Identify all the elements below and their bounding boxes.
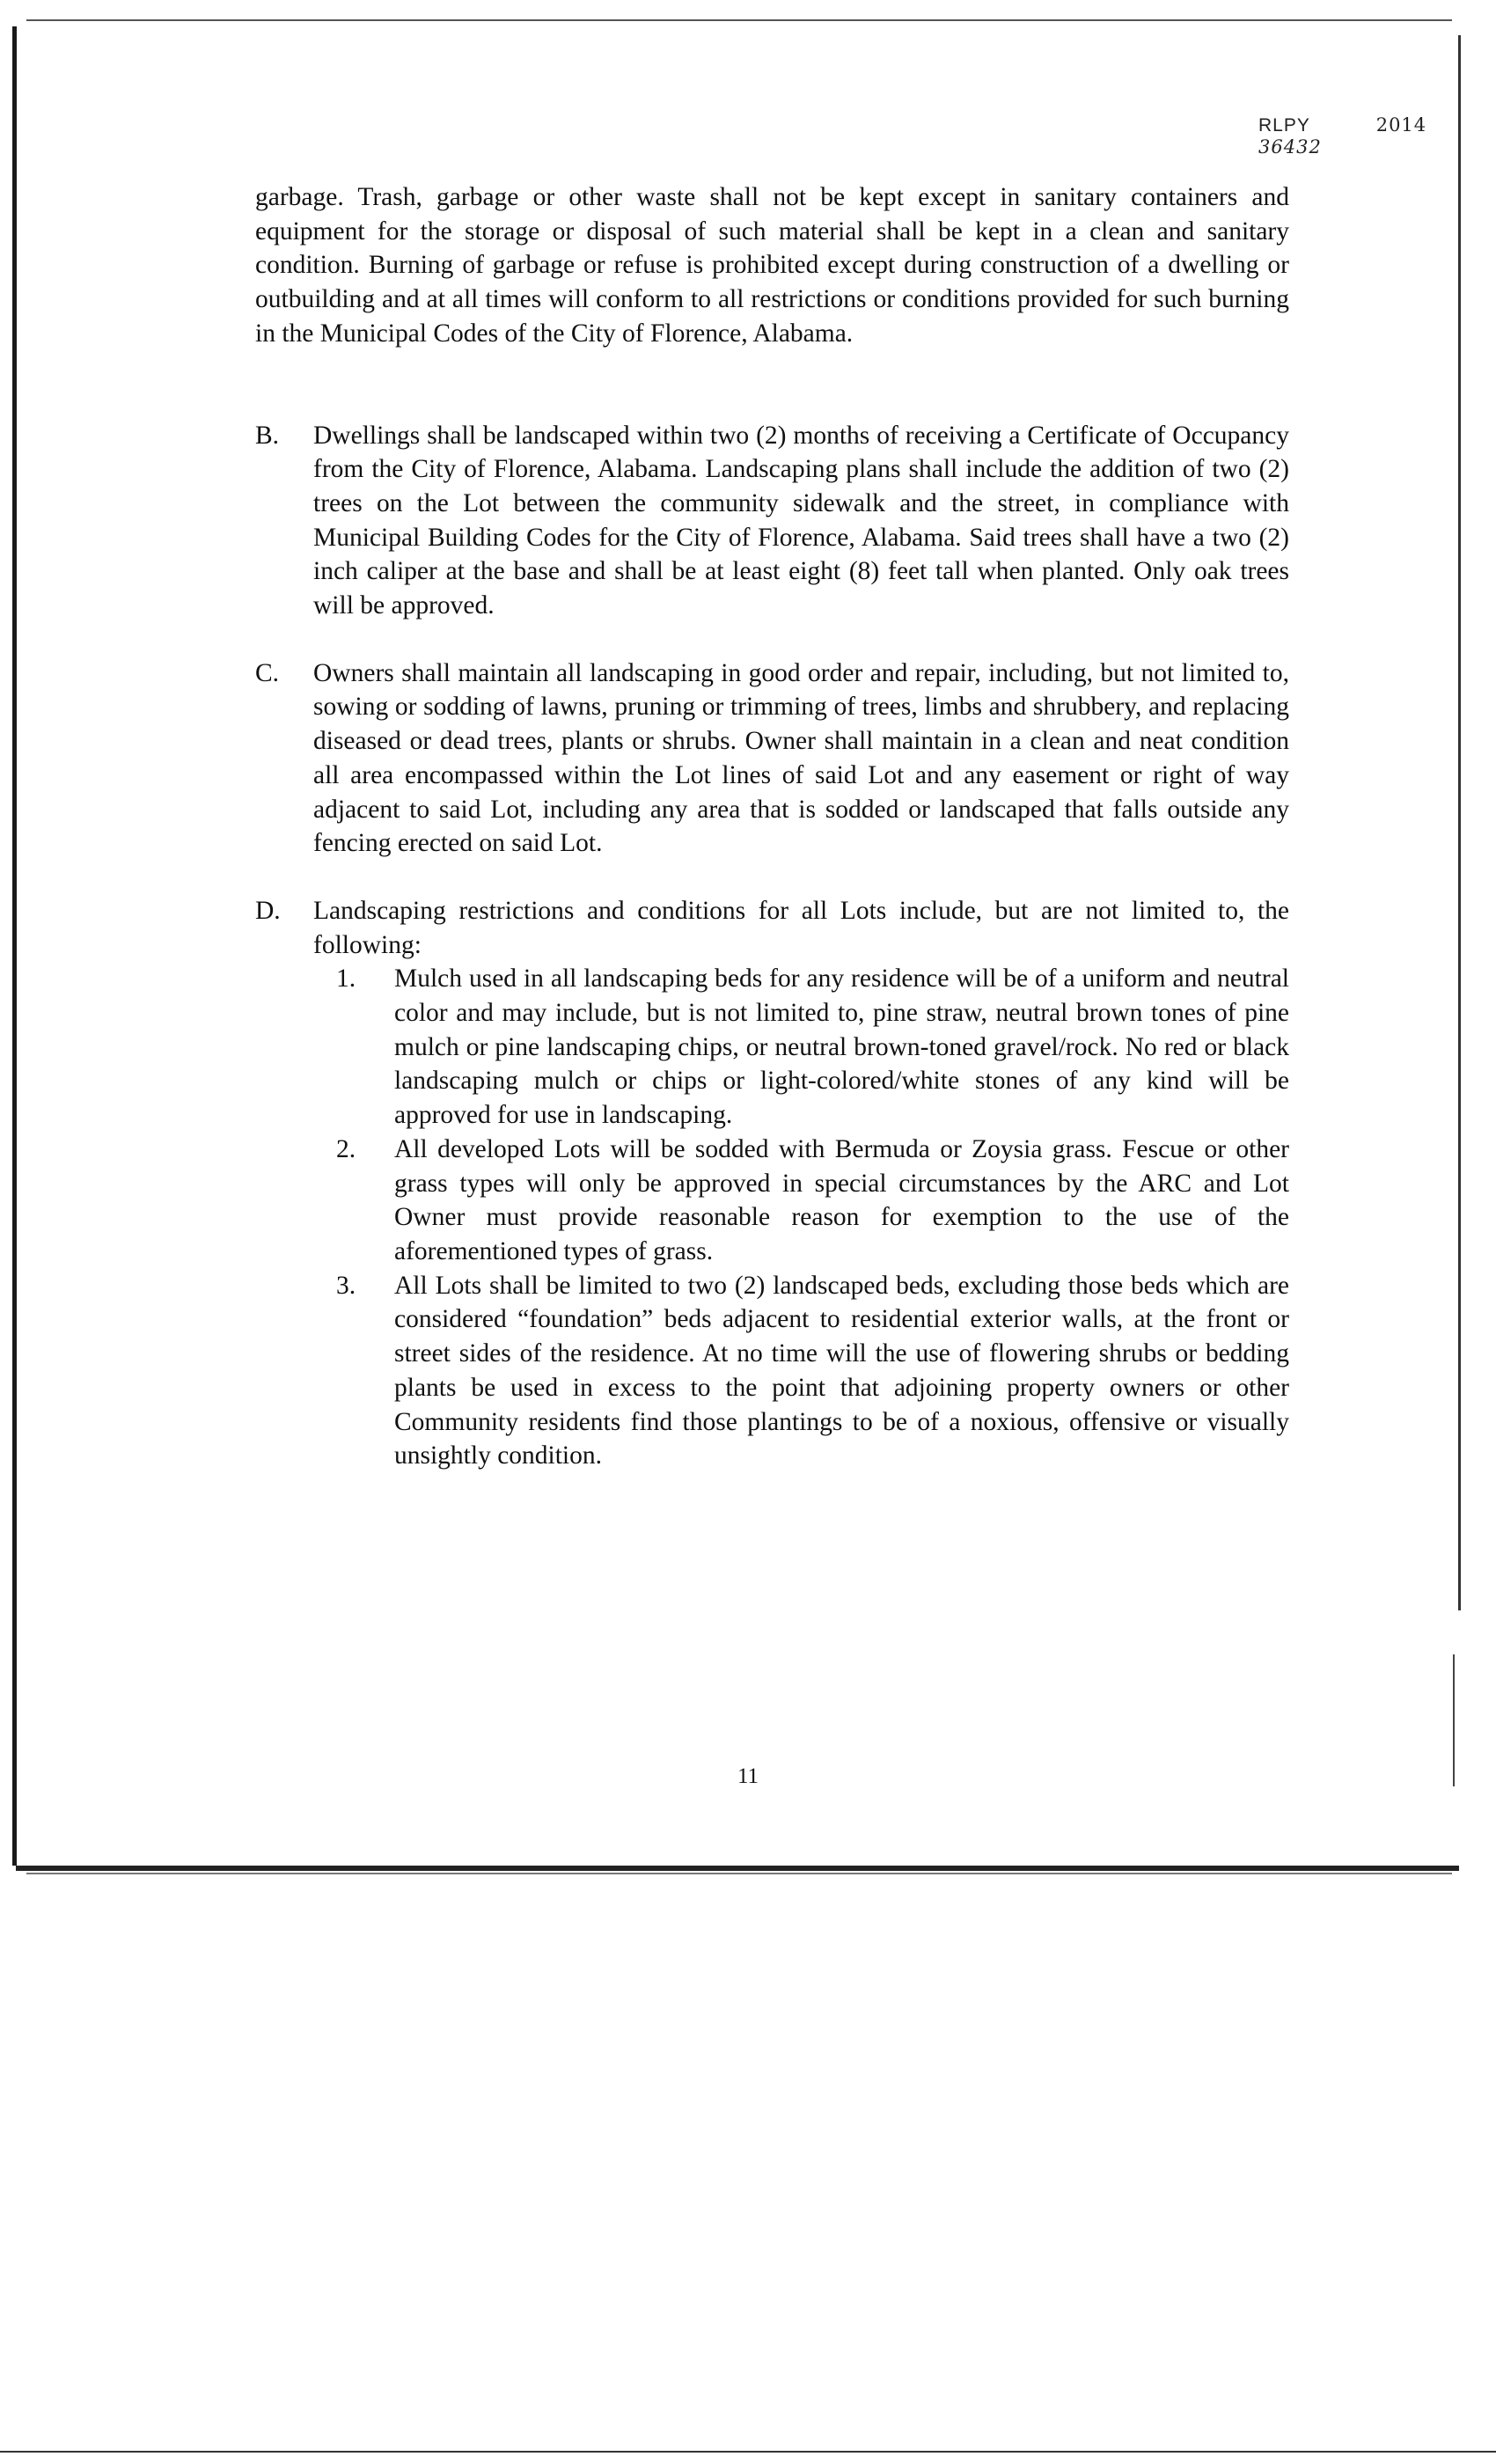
item-text: Dwellings shall be landscaped within two (2) months of receiving a Certificate of Occupancy from the City of Florence, Alabama. Landscaping plans shall include the addition of two (2) trees on the Lot between the community sidewalk and the street, in compliance with Municipal Building Codes for the City of Florence, Alabama. Said trees shall have a two (2) inch caliper at the base and shall be at least eight (8) feet tall when planted. Only oak trees will be approved.	[313, 421, 1289, 620]
document-body	[255, 180, 1289, 1473]
item-text: Landscaping restrictions and conditions for all Lots include, but are not limited to, the following:	[313, 896, 1289, 959]
section-item-d	[255, 894, 1289, 962]
sub-item-3	[255, 1269, 1289, 1473]
recording-stamp	[1258, 114, 1496, 158]
sub-item-text: All developed Lots will be sodded with Bermuda or Zoysia grass. Fescue or other grass types will only be approved in special circumstances by the ARC and Lot Owner must provide reasonable reason for exemption to the use of the aforementioned types of grass.	[394, 1134, 1289, 1265]
sub-item-1	[255, 962, 1289, 1133]
item-marker: C.	[255, 658, 280, 687]
sub-item-marker: 2.	[336, 1134, 356, 1163]
left-scan-edge	[12, 26, 17, 1866]
section-item-b	[255, 419, 1289, 623]
bottom-scan-edge	[16, 1866, 1459, 1871]
intro-paragraph: garbage. Trash, garbage or other waste shall not be kept except in sanitary containers and equipment for the storage or disposal of such material shall be kept in a clean and sanitary condition. Burning of garbage or refuse is prohibited except during construction of a dwelling or outbuilding and at all times will conform to all restrictions or conditions provided for such burning in the Municipal Codes of the City of Florence, Alabama.	[255, 183, 1289, 348]
stamp-code: RLPY	[1258, 115, 1310, 136]
section-item-c	[255, 656, 1289, 861]
sub-item-text: All Lots shall be limited to two (2) landscaped beds, excluding those beds which are considered “foundation” beds adjacent to residential exterior walls, at the front or street sides of the residence. At no time will the use of flowering shrubs or bedding plants be used in excess to the point that adjoining property owners or other Community residents find those plantings to be of a noxious, offensive or visually unsightly condition.	[394, 1271, 1289, 1470]
page-number: 11	[737, 1764, 759, 1788]
sub-item-marker: 1.	[336, 964, 356, 994]
item-text: Owners shall maintain all landscaping in good order and repair, including, but not limited to, sowing or sodding of lawns, pruning or trimming of trees, limbs and shrubbery, and replacing diseased or dead trees, plants or shrubs. Owner shall maintain in a clean and neat condition all area encompassed within the Lot lines of said Lot and any easement or right of way adjacent to said Lot, including any area that is sodded or landscaped that falls outside any fencing erected on said Lot.	[313, 658, 1289, 858]
item-marker: B.	[255, 421, 280, 450]
item-marker: D.	[255, 896, 281, 925]
stamp-number: 36432	[1258, 136, 1322, 158]
sub-item-2	[255, 1133, 1289, 1269]
sub-item-marker: 3.	[336, 1271, 356, 1300]
top-scan-edge	[26, 19, 1452, 21]
stamp-year: 2014	[1375, 114, 1427, 136]
landscaping-sub-list	[255, 962, 1289, 1473]
bottom-scan-edge-secondary	[26, 1873, 1452, 1874]
right-scan-edge	[1458, 35, 1461, 1610]
footer-scan-edge	[0, 2451, 1496, 2453]
sub-item-text: Mulch used in all landscaping beds for any residence will be of a uniform and neutral color and may include, but is not limited to, pine straw, neutral brown tones of pine mulch or pine landscaping chips, or neutral brown-toned gravel/rock. No red or black landscaping mulch or chips or light-colored/white stones of any kind will be approved for use in landscaping.	[394, 964, 1289, 1130]
